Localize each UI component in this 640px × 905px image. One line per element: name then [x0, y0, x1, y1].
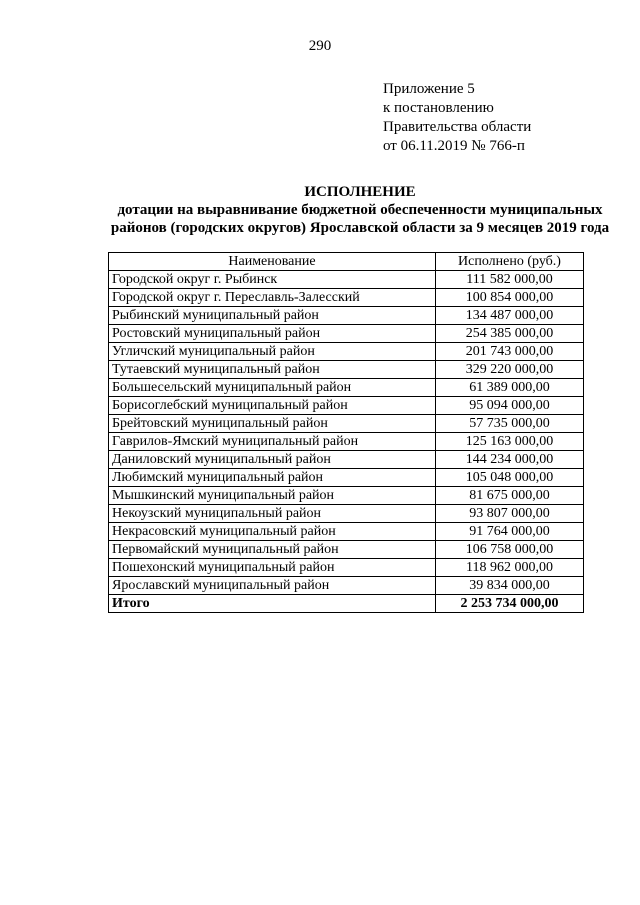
- cell-amount: 254 385 000,00: [436, 325, 584, 343]
- cell-name: Любимский муниципальный район: [109, 469, 436, 487]
- execution-table: [108, 252, 584, 613]
- cell-name: Первомайский муниципальный район: [109, 541, 436, 559]
- cell-name: Пошехонский муниципальный район: [109, 559, 436, 577]
- table-row: [109, 433, 584, 451]
- total-label: Итого: [109, 595, 436, 613]
- cell-name: Некоузский муниципальный район: [109, 505, 436, 523]
- table-row: [109, 361, 584, 379]
- cell-amount: 57 735 000,00: [436, 415, 584, 433]
- cell-name: Городской округ г. Переславль-Залесский: [109, 289, 436, 307]
- cell-amount: 91 764 000,00: [436, 523, 584, 541]
- cell-amount: 111 582 000,00: [436, 271, 584, 289]
- appendix-line: Правительства области: [383, 119, 532, 135]
- cell-amount: 93 807 000,00: [436, 505, 584, 523]
- cell-amount: 100 854 000,00: [436, 289, 584, 307]
- table-row: [109, 415, 584, 433]
- cell-name: Ярославский муниципальный район: [109, 577, 436, 595]
- cell-name: Городской округ г. Рыбинск: [109, 271, 436, 289]
- cell-amount: 118 962 000,00: [436, 559, 584, 577]
- cell-amount: 39 834 000,00: [436, 577, 584, 595]
- table-row: [109, 559, 584, 577]
- table-row: [109, 307, 584, 325]
- cell-amount: 201 743 000,00: [436, 343, 584, 361]
- cell-amount: 329 220 000,00: [436, 361, 584, 379]
- cell-name: Борисоглебский муниципальный район: [109, 397, 436, 415]
- cell-name: Гаврилов-Ямский муниципальный район: [109, 433, 436, 451]
- table-row: [109, 451, 584, 469]
- document-title: [100, 183, 620, 237]
- cell-amount: 61 389 000,00: [436, 379, 584, 397]
- table-header-row: [109, 253, 584, 271]
- cell-name: Некрасовский муниципальный район: [109, 523, 436, 541]
- table-row: [109, 469, 584, 487]
- table-row: [109, 379, 584, 397]
- cell-name: Мышкинский муниципальный район: [109, 487, 436, 505]
- page-number: 290: [308, 38, 332, 54]
- cell-name: Ростовский муниципальный район: [109, 325, 436, 343]
- title-line: районов (городских округов) Ярославской области за 9 месяцев 2019 года: [110, 220, 610, 236]
- column-header-name: Наименование: [109, 253, 436, 271]
- column-header-amount: Исполнено (руб.): [436, 253, 584, 271]
- cell-name: Большесельский муниципальный район: [109, 379, 436, 397]
- table-row: [109, 523, 584, 541]
- cell-name: Даниловский муниципальный район: [109, 451, 436, 469]
- table-row: [109, 505, 584, 523]
- table-total-row: [109, 595, 584, 613]
- total-amount: 2 253 734 000,00: [436, 595, 584, 613]
- cell-amount: 95 094 000,00: [436, 397, 584, 415]
- appendix-line: Приложение 5: [383, 81, 475, 97]
- table-row: [109, 289, 584, 307]
- title-heading: ИСПОЛНЕНИЕ: [304, 184, 416, 200]
- cell-amount: 144 234 000,00: [436, 451, 584, 469]
- cell-name: Рыбинский муниципальный район: [109, 307, 436, 325]
- cell-amount: 105 048 000,00: [436, 469, 584, 487]
- appendix-line: к постановлению: [383, 100, 494, 116]
- cell-amount: 134 487 000,00: [436, 307, 584, 325]
- table-row: [109, 397, 584, 415]
- cell-amount: 125 163 000,00: [436, 433, 584, 451]
- table-row: [109, 325, 584, 343]
- table-row: [109, 541, 584, 559]
- table-row: [109, 271, 584, 289]
- cell-amount: 106 758 000,00: [436, 541, 584, 559]
- table-row: [109, 577, 584, 595]
- appendix-line: от 06.11.2019 № 766-п: [383, 138, 525, 154]
- title-line: дотации на выравнивание бюджетной обеспеченности муниципальных: [117, 202, 603, 218]
- cell-name: Угличский муниципальный район: [109, 343, 436, 361]
- table-row: [109, 343, 584, 361]
- appendix-reference: [383, 80, 531, 156]
- table-row: [109, 487, 584, 505]
- cell-name: Тутаевский муниципальный район: [109, 361, 436, 379]
- cell-amount: 81 675 000,00: [436, 487, 584, 505]
- table-body: [109, 271, 584, 613]
- cell-name: Брейтовский муниципальный район: [109, 415, 436, 433]
